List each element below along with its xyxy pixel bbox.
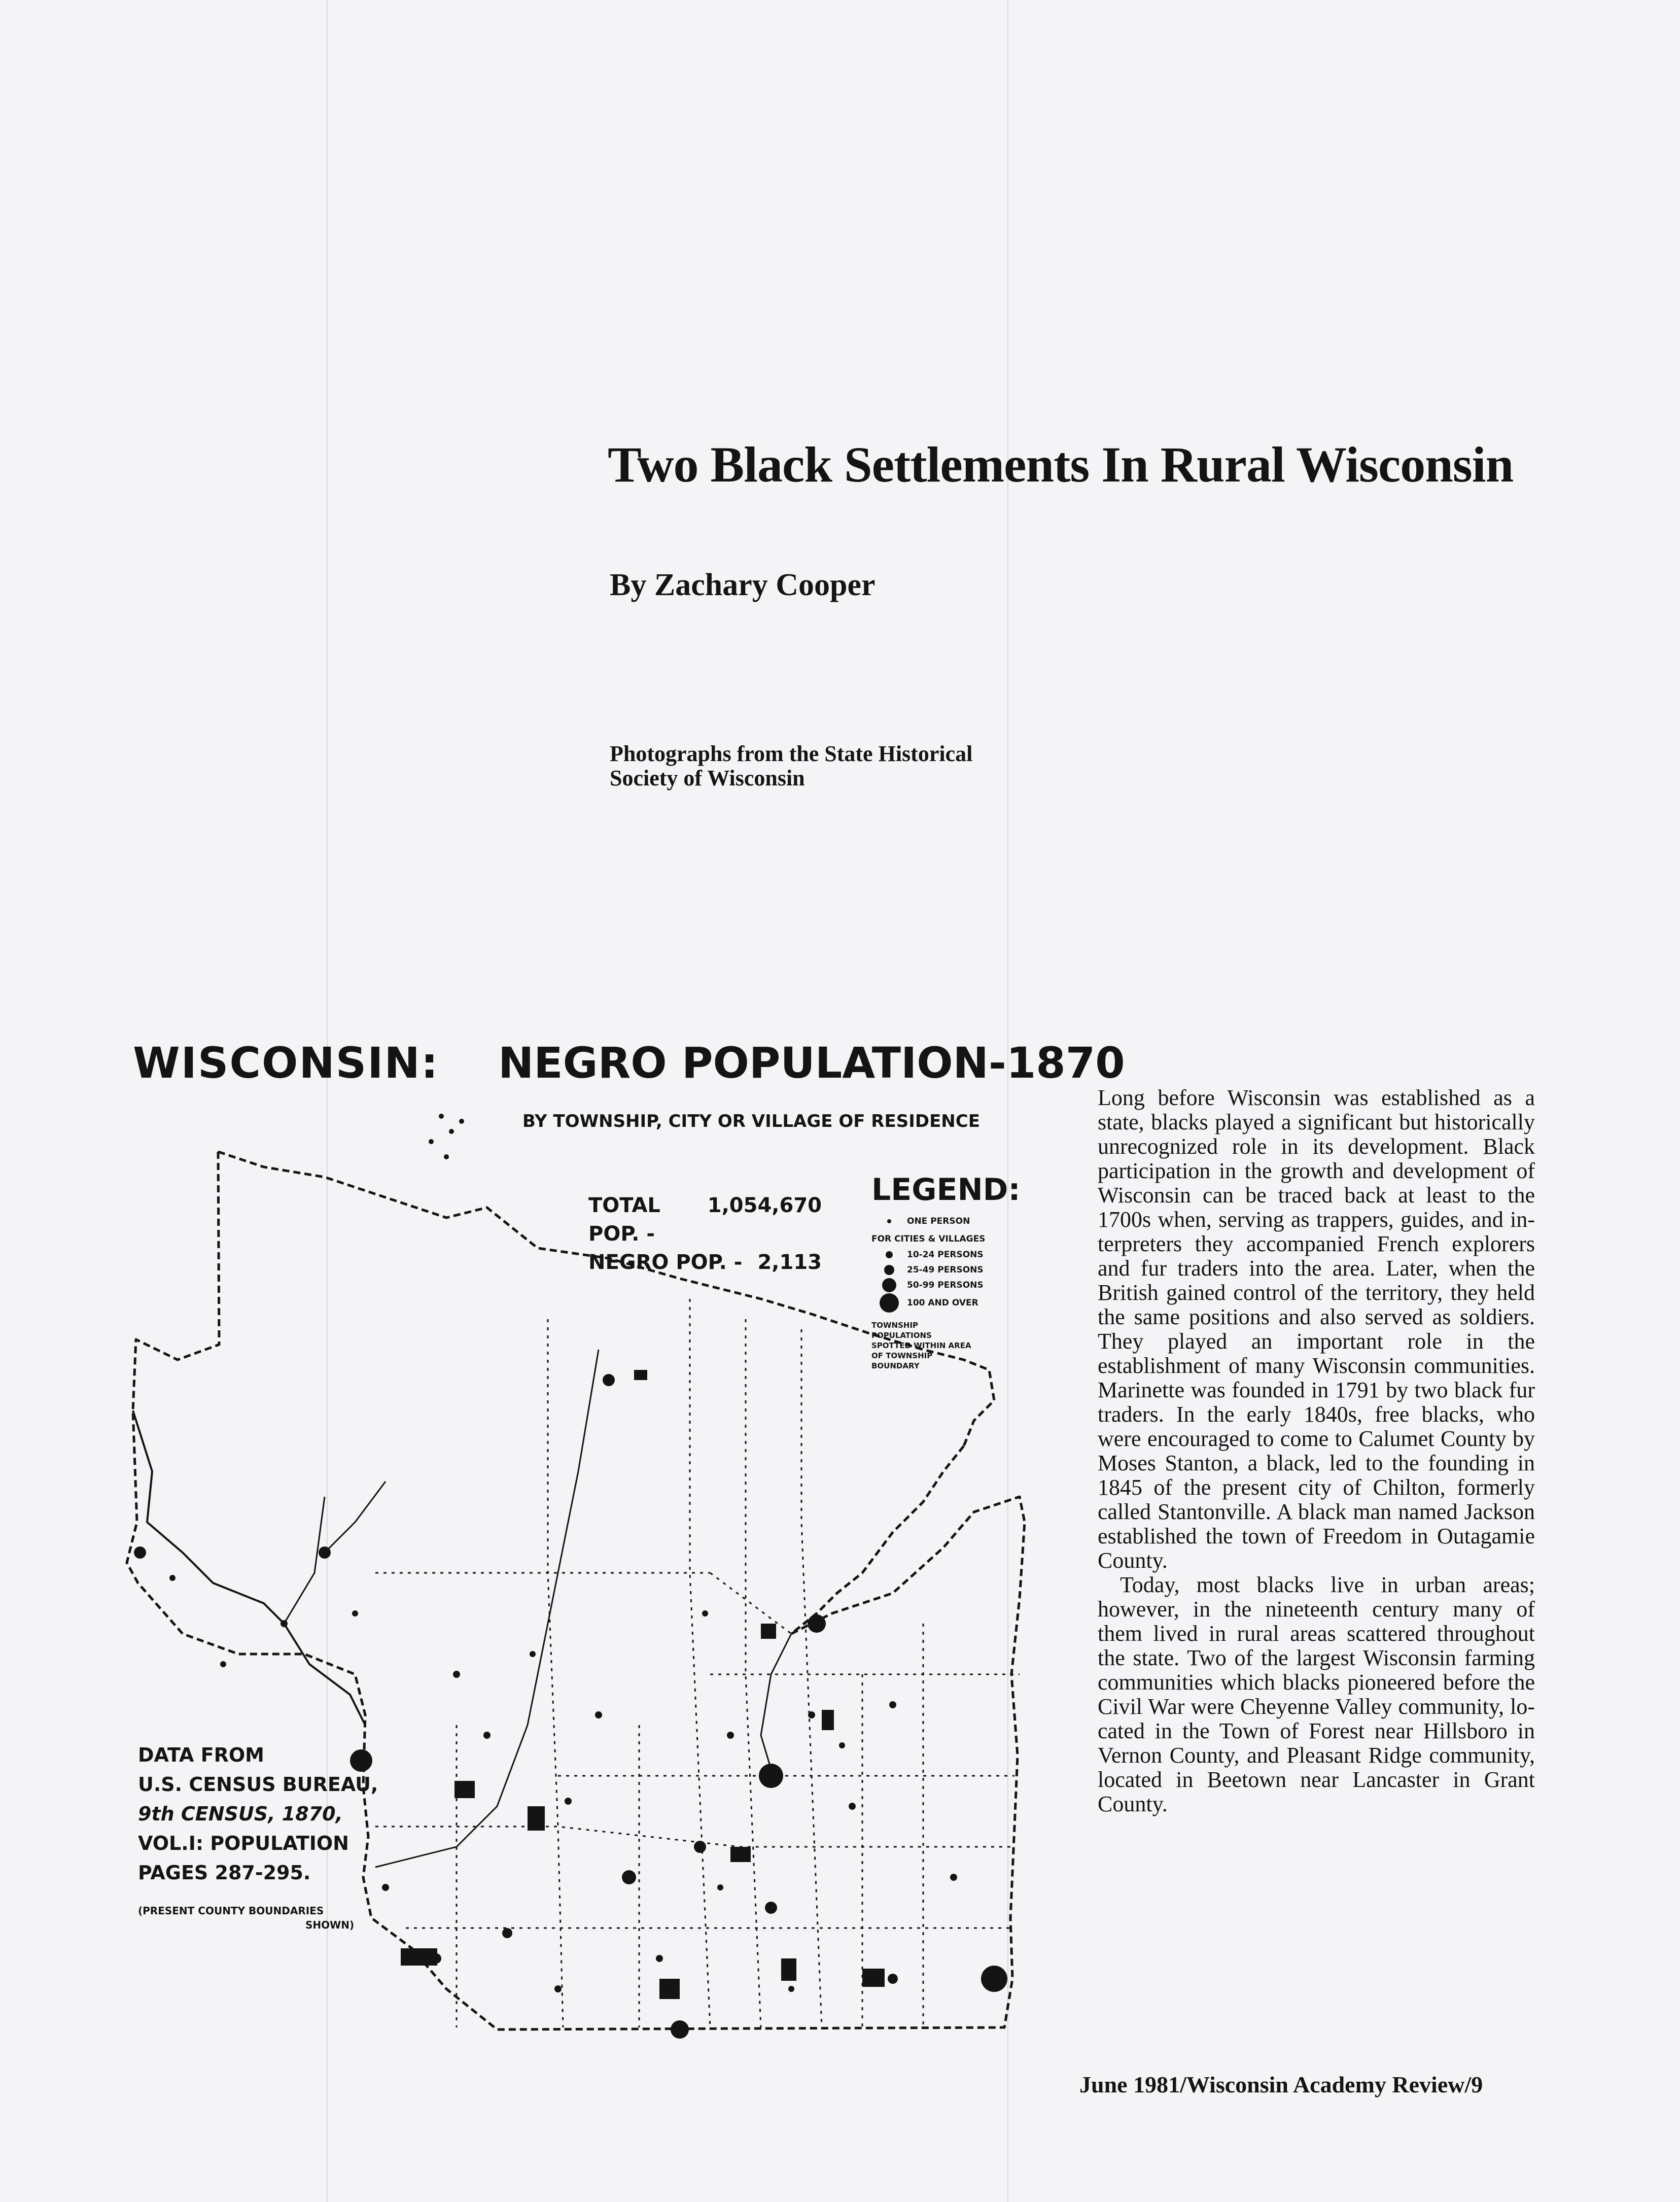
source-line: PAGES 287-295. xyxy=(138,1862,311,1884)
page-footer: June 1981/Wisconsin Academy Review/9 xyxy=(1079,2072,1483,2097)
article-byline: By Zachary Cooper xyxy=(610,568,876,602)
medium-settlement-dot xyxy=(888,1974,898,1984)
boundary-note-line: (PRESENT COUNTY BOUNDARIES xyxy=(138,1905,324,1917)
legend-heading: LEGEND: xyxy=(871,1172,1021,1208)
medium-settlement-dot xyxy=(603,1374,615,1386)
legend-item-class-2 xyxy=(871,1262,1024,1278)
county-line xyxy=(746,1319,761,2027)
township-cluster xyxy=(528,1806,545,1831)
stat-value: 2,113 xyxy=(757,1251,822,1274)
township-cluster xyxy=(822,1710,834,1730)
body-paragraph: Long before Wisconsin was established as a state, blacks played a significant but historically unrecognized role in its development. Black participation in the growth and development of Wisconsin can be traced back at least to the 1700s when, serving as trappers, guides, and interpreters they accompanied French explorers and fur traders into the area. Later, when the British gained control of the territory, they held the same positions and also served as soldiers. They played an important role in the establishment of many Wisconsin communities. Marinette was founded in 1791 by two black fur traders. In the early 1840s, free blacks, who were encouraged to come to Calumet County by Moses Stanton, a black, led to the founding in 1845 of the present city of Chilton, formerly called Stantonville. A black man named Jackson established the town of Freedom in Outagamie County. xyxy=(1098,1085,1535,1573)
wisconsin-river xyxy=(375,1350,599,1867)
medium-settlement-dot xyxy=(765,1902,777,1914)
township-cluster xyxy=(761,1624,776,1639)
township-cluster xyxy=(634,1370,647,1380)
small-settlement-dot xyxy=(595,1711,602,1718)
small-settlement-dot xyxy=(717,1884,723,1890)
medium-settlement-dot xyxy=(319,1546,331,1559)
township-cluster xyxy=(730,1847,751,1862)
small-settlement-dot xyxy=(483,1732,491,1739)
island-mark xyxy=(459,1119,464,1124)
small-settlement-dot xyxy=(453,1671,460,1678)
township-cluster xyxy=(862,1969,885,1987)
stat-label: TOTAL POP. - xyxy=(588,1194,660,1246)
apostle-islands xyxy=(429,1114,464,1159)
chippewa-river xyxy=(325,1482,386,1553)
small-settlement-dot xyxy=(382,1884,389,1891)
county-line xyxy=(801,1329,822,2027)
mississippi-river xyxy=(133,1410,365,1725)
small-settlement-dot xyxy=(352,1610,358,1616)
body-paragraph: Today, most blacks live in urban areas; however, in the nineteenth century many of them lived in rural areas scattered throughout the state. Two of the largest Wisconsin farming communities which blacks pioneered before the Civil War were Cheyenne Valley community, located in the Town of Forest near Hillsboro in Vernon County, and Pleasant Ridge community, located in Beetown near Lancaster in Grant County. xyxy=(1098,1572,1535,1816)
legend-label: 100 AND OVER xyxy=(907,1298,978,1308)
legend-caption: FOR CITIES & VILLAGES xyxy=(871,1234,986,1244)
photo-credit-line: Society of Wisconsin xyxy=(610,766,805,790)
black-river xyxy=(284,1497,325,1624)
county-line xyxy=(690,1299,710,2027)
photo-credit-line: Photographs from the State Historical xyxy=(610,741,973,766)
map-legend xyxy=(871,1172,1024,1371)
small-settlement-dot xyxy=(169,1575,176,1581)
legend-dot-icon xyxy=(871,1251,907,1258)
source-line: VOL.I: POPULATION xyxy=(138,1832,349,1854)
township-cluster xyxy=(401,1948,437,1966)
stat-row-total xyxy=(588,1191,822,1248)
source-line: 9th CENSUS, 1870, xyxy=(138,1803,343,1825)
county-line xyxy=(710,1573,791,1634)
article-title: Two Black Settlements In Rural Wisconsin xyxy=(608,436,1514,493)
small-settlement-dot xyxy=(808,1711,815,1718)
small-settlement-dot xyxy=(788,1986,794,1992)
island-mark xyxy=(439,1114,444,1119)
map-data-source xyxy=(138,1740,378,1887)
map-title-state: WISCONSIN: xyxy=(133,1038,439,1088)
large-settlement-dot xyxy=(671,2020,689,2039)
legend-label: 25-49 PERSONS xyxy=(907,1265,984,1275)
legend-township-note: TOWNSHIP POPULATIONS SPOTTED WITHIN AREA OF TOWNSHIP BOUNDARY xyxy=(871,1321,971,1370)
michigan-border xyxy=(791,1446,964,1634)
legend-item-class-1 xyxy=(871,1247,1024,1262)
boundary-note-line: SHOWN) xyxy=(305,1919,355,1931)
island-mark xyxy=(449,1129,454,1134)
medium-settlement-dot xyxy=(134,1546,146,1559)
small-settlement-dot xyxy=(727,1732,734,1739)
map-title: NEGRO POPULATION-1870 xyxy=(498,1038,1125,1088)
small-settlement-dot xyxy=(565,1798,572,1805)
stat-row-negro xyxy=(588,1248,822,1277)
boundary-note xyxy=(138,1904,354,1932)
article-body xyxy=(1098,1086,1535,1816)
legend-dot-icon xyxy=(871,1219,907,1223)
township-cluster xyxy=(659,1979,680,1999)
township-cluster xyxy=(454,1781,475,1798)
legend-item-class-3 xyxy=(871,1278,1024,1293)
small-settlement-dot xyxy=(849,1803,856,1810)
small-settlement-dot xyxy=(702,1610,708,1616)
legend-label: ONE PERSON xyxy=(907,1216,970,1226)
medium-settlement-dot xyxy=(502,1928,512,1938)
legend-item-class-4 xyxy=(871,1293,1024,1313)
small-settlement-dot xyxy=(281,1620,288,1627)
township-cluster xyxy=(781,1958,796,1981)
legend-label: 10-24 PERSONS xyxy=(907,1250,984,1260)
stat-value: 1,054,670 xyxy=(707,1194,822,1217)
large-settlement-dot xyxy=(808,1614,826,1633)
county-line xyxy=(548,1319,563,2027)
stat-label: NEGRO POP. - xyxy=(588,1251,743,1274)
legend-dot-icon xyxy=(871,1293,907,1313)
small-settlement-dot xyxy=(950,1874,957,1881)
population-stats xyxy=(588,1191,822,1277)
medium-settlement-dot xyxy=(622,1870,636,1884)
population-dots xyxy=(134,1374,1007,2039)
large-settlement-dot xyxy=(981,1966,1007,1992)
island-mark xyxy=(429,1139,434,1144)
township-clusters xyxy=(401,1370,885,1999)
source-line: U.S. CENSUS BUREAU, xyxy=(138,1773,378,1796)
fox-river xyxy=(761,1634,791,1786)
legend-item-one-person xyxy=(871,1214,1024,1229)
legend-dot-icon xyxy=(871,1265,907,1275)
small-settlement-dot xyxy=(889,1701,896,1708)
small-settlement-dot xyxy=(554,1985,562,1992)
small-settlement-dot xyxy=(656,1955,663,1962)
small-settlement-dot xyxy=(220,1661,226,1667)
legend-label: 50-99 PERSONS xyxy=(907,1280,984,1290)
source-line: DATA FROM xyxy=(138,1744,264,1766)
legend-dot-icon xyxy=(871,1278,907,1292)
small-settlement-dot xyxy=(530,1651,536,1657)
island-mark xyxy=(444,1154,449,1159)
medium-settlement-dot xyxy=(694,1841,706,1853)
large-settlement-dot xyxy=(759,1764,783,1788)
small-settlement-dot xyxy=(839,1742,845,1748)
county-boundaries xyxy=(375,1299,1020,2027)
map-subtitle: BY TOWNSHIP, CITY OR VILLAGE OF RESIDENCE xyxy=(522,1111,980,1131)
